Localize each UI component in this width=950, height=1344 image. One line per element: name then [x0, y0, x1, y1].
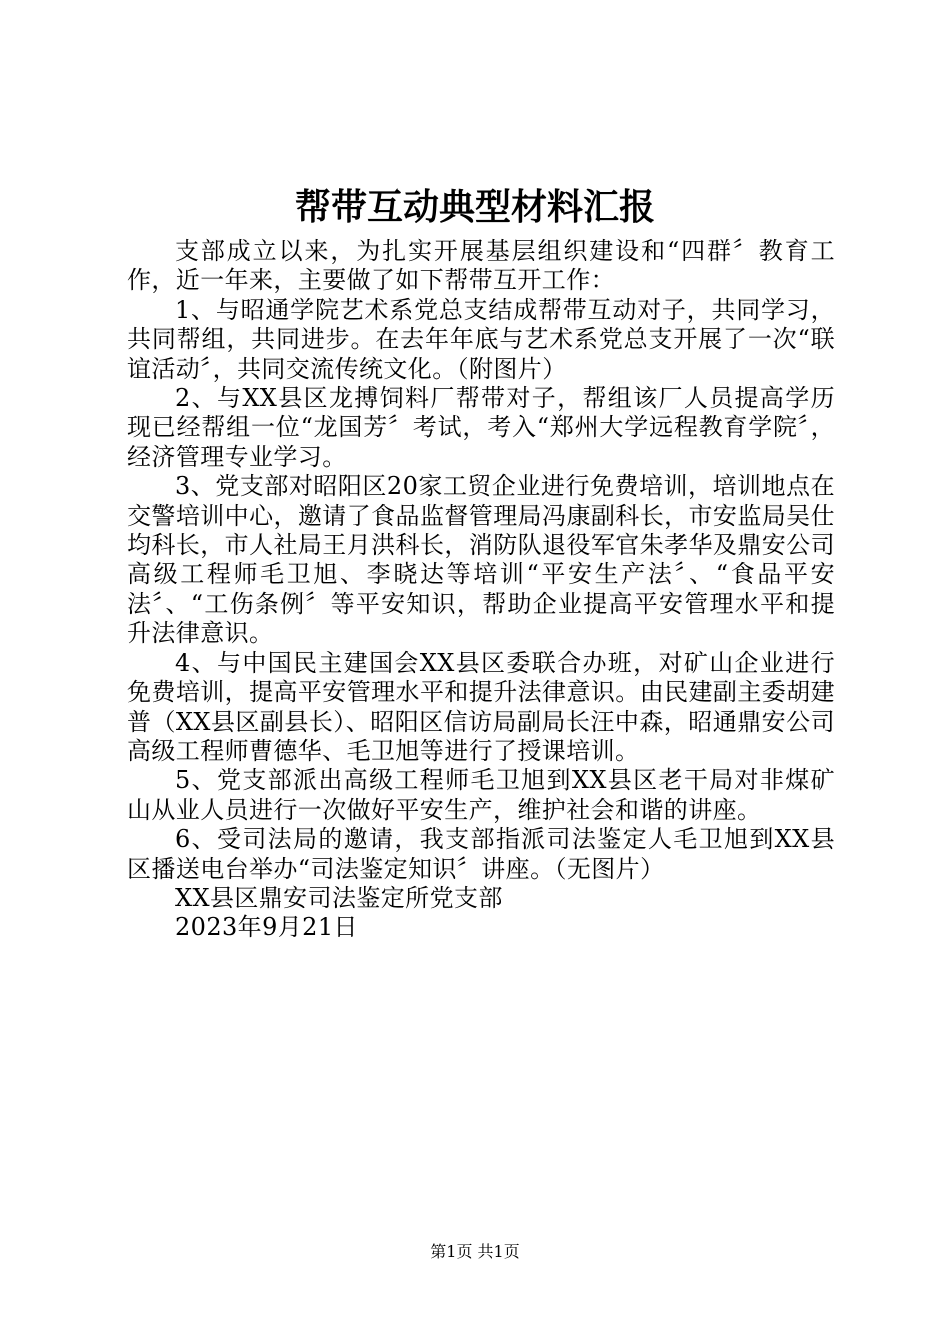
document-title: 帮带互动典型材料汇报	[294, 186, 655, 228]
paragraph-intro: 支部成立以来，为扎实开展基层组织建设和“四群〞教育工作，近一年来，主要做了如下帮带互开工作：	[127, 237, 835, 295]
paragraph-item-5: 5、党支部派出高级工程师毛卫旭到XX县区老干局对非煤矿山从业人员进行一次做好平安生产，维护社会和谐的讲座。	[127, 766, 835, 824]
paragraph-item-3: 3、党支部对昭阳区20家工贸企业进行免费培训，培训地点在交警培训中心，邀请了食品监督管理局冯康副科长，市安监局吴仕均科长，市人社局王月洪科长，消防队退役军官朱孝华及鼎安公司高级工程师毛卫旭、李晓达等培训“平安生产法〞、“食品平安法〞、“工伤条例〞等平安知识，帮助企业提高平安管理水平和提升法律意识。	[127, 472, 835, 648]
paragraph-item-2: 2、与XX县区龙搏饲料厂帮带对子，帮组该厂人员提高学历现已经帮组一位“龙国芳〞考试，考入“郑州大学远程教育学院〞，经济管理专业学习。	[127, 384, 835, 471]
signature-line: XX县区鼎安司法鉴定所党支部	[175, 883, 503, 912]
paragraph-item-4: 4、与中国民主建国会XX县区委联合办班，对矿山企业进行免费培训，提高平安管理水平和提升法律意识。由民建副主委胡建普（XX县区副县长）、昭阳区信访局副局长汪中森，昭通鼎安公司高级工程师曹德华、毛卫旭等进行了授课培训。	[127, 648, 835, 765]
paragraph-item-6: 6、受司法局的邀请，我支部指派司法鉴定人毛卫旭到XX县区播送电台举办“司法鉴定知识〞讲座。（无图片）	[127, 825, 835, 883]
paragraph-item-1: 1、与昭通学院艺术系党总支结成帮带互动对子，共同学习，共同帮组，共同进步。在去年年底与艺术系党总支开展了一次“联谊活动〞，共同交流传统文化。（附图片）	[127, 295, 835, 383]
document-body	[127, 237, 835, 943]
page-footer: 第1页 共1页	[430, 1242, 520, 1261]
date-line: 2023年9月21日	[175, 913, 358, 942]
